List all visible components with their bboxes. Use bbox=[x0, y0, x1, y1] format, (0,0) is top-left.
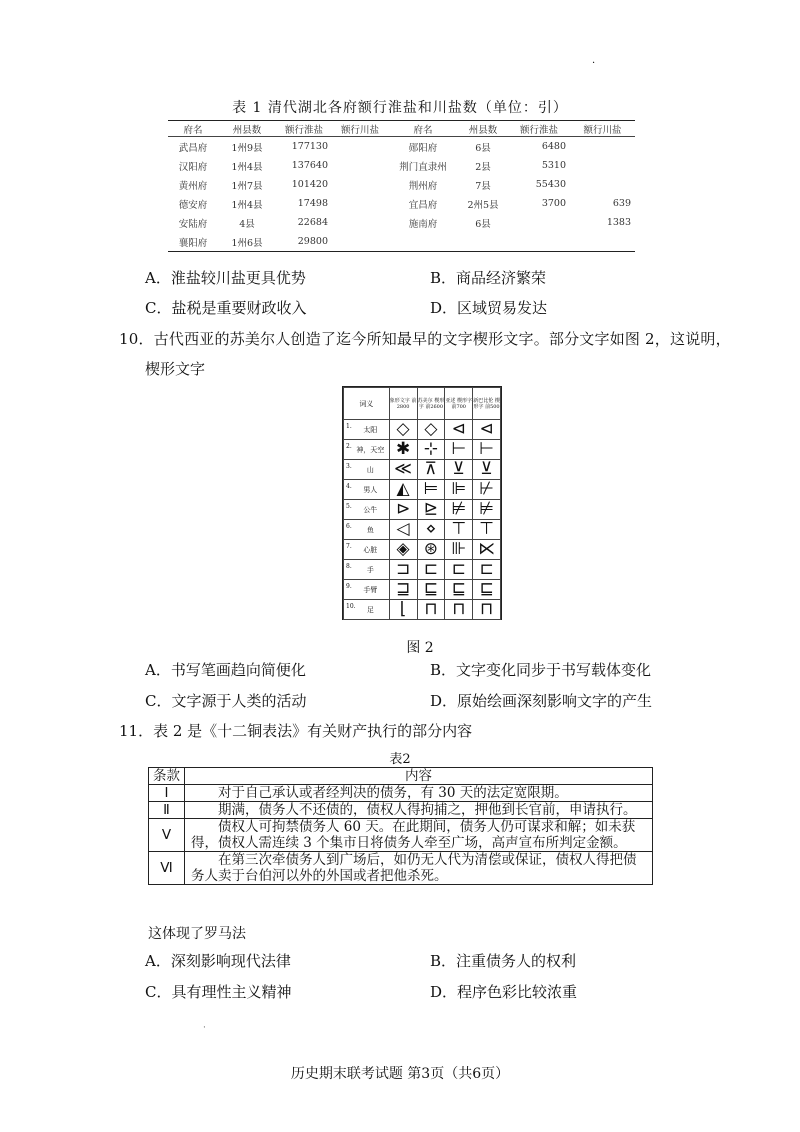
figure2-header-row bbox=[344, 388, 501, 420]
figure2-word: 男人 bbox=[363, 485, 378, 494]
q11-option-c: C．具有理性主义精神 bbox=[145, 983, 292, 1001]
table2-clause: Ⅴ bbox=[149, 819, 185, 852]
table1-header-cell: 府名 bbox=[388, 121, 458, 137]
table2-row bbox=[149, 852, 653, 885]
figure2-word: 太阳 bbox=[363, 425, 378, 434]
table1-cell bbox=[570, 232, 635, 252]
figure2-word: 手 bbox=[366, 565, 374, 574]
figure2-word: 鱼 bbox=[366, 525, 374, 534]
table1-cell: 2县 bbox=[475, 161, 491, 173]
figure2-word: 足 bbox=[366, 605, 374, 614]
figure2-glyph-icon: ⊐ bbox=[389, 560, 417, 580]
top-mark: · bbox=[592, 58, 596, 69]
table1-cell: 22684 bbox=[297, 217, 328, 228]
table1-cell: 101420 bbox=[291, 179, 328, 190]
figure2-header-cell: 词义 bbox=[344, 388, 390, 420]
table2-header-content: 内容 bbox=[185, 768, 653, 785]
q11-option-a: A．深刻影响现代法律 bbox=[145, 952, 291, 970]
table2-clause: Ⅱ bbox=[149, 802, 185, 819]
figure2-row bbox=[344, 460, 501, 480]
q11-option-d: D．程序色彩比较浓重 bbox=[430, 983, 578, 1001]
figure2-word-cell bbox=[344, 460, 390, 480]
figure2-glyph-icon: ⌊ bbox=[389, 600, 417, 620]
table2-row bbox=[149, 785, 653, 802]
figure2-word-cell bbox=[344, 540, 390, 560]
table1-cell bbox=[332, 194, 388, 213]
figure2-glyph-icon: ⊻ bbox=[473, 460, 501, 480]
table1-cell: 黄州府 bbox=[178, 180, 208, 192]
table1-cell: 6480 bbox=[541, 141, 566, 152]
table1-cell: 1州6县 bbox=[218, 232, 276, 252]
figure2-glyph-icon: ⊏ bbox=[417, 560, 445, 580]
table2-content: 期满，债务人不还债的，债权人得拘捕之，押他到长官前，申请执行。 bbox=[185, 802, 653, 819]
figure2-glyph-icon: ⊤ bbox=[473, 520, 501, 540]
table1-cell bbox=[458, 232, 508, 252]
figure2-glyph-icon: ⊲ bbox=[445, 420, 473, 440]
table1-cell bbox=[508, 232, 570, 252]
table1-cell: 29800 bbox=[276, 232, 332, 252]
q9-option-b: B．商品经济繁荣 bbox=[430, 269, 547, 287]
table2-row bbox=[149, 802, 653, 819]
figure2-glyph-icon: ⊓ bbox=[473, 600, 501, 620]
table1-cell: 施南府 bbox=[408, 218, 438, 230]
q10-stem-line2: 楔形文字 bbox=[145, 360, 206, 378]
table1-cell bbox=[570, 156, 635, 175]
figure2-row bbox=[344, 580, 501, 600]
figure2-caption: 图 2 bbox=[406, 640, 434, 656]
table1-cell: 1州9县 bbox=[231, 142, 263, 154]
table1-cell bbox=[508, 213, 570, 232]
figure2-glyph-icon: ◁ bbox=[389, 520, 417, 540]
table1-cell: 德安府 bbox=[178, 199, 208, 211]
figure2-header-cell: 新巴比伦 楔形字 前500 bbox=[473, 388, 501, 420]
table1-cell bbox=[570, 137, 635, 157]
table1-cell: 1州7县 bbox=[231, 180, 263, 192]
table1-cell: 郧阳府 bbox=[408, 142, 438, 154]
figure2-glyph-icon: ⋉ bbox=[473, 540, 501, 560]
table1-cell: 汉阳府 bbox=[178, 161, 208, 173]
figure2-glyph-icon: ⊒ bbox=[389, 580, 417, 600]
table1-row bbox=[168, 213, 635, 232]
figure2-glyph-icon: ⊹ bbox=[417, 440, 445, 460]
figure2-word: 神，天空 bbox=[356, 445, 385, 454]
table1-header-cell: 州县数 bbox=[218, 121, 276, 137]
q10-option-a: A．书写笔画趋向简便化 bbox=[145, 661, 306, 679]
figure2-cuneiform-table bbox=[342, 386, 502, 620]
figure2-row-number: 3. bbox=[346, 463, 352, 470]
table1-cell: 137640 bbox=[291, 160, 328, 171]
table1-row bbox=[168, 156, 635, 175]
table1-cell bbox=[332, 175, 388, 194]
figure2-header-cell: 亚述 楔形字 前700 bbox=[445, 388, 473, 420]
table1-cell: 荆州府 bbox=[408, 180, 438, 192]
table1-cell: 6县 bbox=[475, 218, 491, 230]
figure2-word-cell bbox=[344, 420, 390, 440]
figure2-glyph-icon: ⊢ bbox=[473, 440, 501, 460]
table1-cell: 6县 bbox=[475, 142, 491, 154]
figure2-glyph-icon: ⊻ bbox=[445, 460, 473, 480]
table1-cell bbox=[332, 232, 388, 252]
q9-option-c: C．盐税是重要财政收入 bbox=[145, 299, 307, 317]
figure2-glyph-icon: ⊑ bbox=[445, 580, 473, 600]
figure2-glyph-icon: ⊏ bbox=[473, 560, 501, 580]
table1-cell: 宜昌府 bbox=[408, 199, 438, 211]
table1-header-cell: 额行淮盐 bbox=[508, 121, 570, 137]
figure2-row-number: 4. bbox=[346, 483, 352, 490]
figure2-glyph-icon: ⊲ bbox=[473, 420, 501, 440]
figure2-glyph-icon: ⊑ bbox=[417, 580, 445, 600]
figure2-row-number: 2. bbox=[346, 443, 352, 450]
figure2-row bbox=[344, 540, 501, 560]
figure2-row bbox=[344, 520, 501, 540]
table1-row bbox=[168, 194, 635, 213]
table1-row bbox=[168, 175, 635, 194]
figure2-glyph-icon: ⊵ bbox=[417, 500, 445, 520]
table1-cell bbox=[332, 156, 388, 175]
q9-option-a: A．淮盐较川盐更具优势 bbox=[145, 269, 306, 287]
figure2-row-number: 1. bbox=[346, 423, 352, 430]
figure2-glyph-icon: ◇ bbox=[417, 420, 445, 440]
figure2-glyph-icon: ⊫ bbox=[445, 480, 473, 500]
figure2-word: 心脏 bbox=[363, 545, 378, 554]
figure2-glyph-icon: ⊨ bbox=[417, 480, 445, 500]
figure2-row bbox=[344, 500, 501, 520]
table1-cell: 1383 bbox=[606, 217, 631, 228]
figure2-glyph-icon: ⊼ bbox=[417, 460, 445, 480]
table1-cell: 177130 bbox=[291, 141, 328, 152]
q10-option-d: D．原始绘画深刻影响文字的产生 bbox=[430, 692, 653, 710]
figure2-glyph-icon: ⊤ bbox=[445, 520, 473, 540]
figure2-glyph-icon: ⊪ bbox=[445, 540, 473, 560]
table1-cell bbox=[388, 232, 458, 252]
table1-cell: 1州4县 bbox=[231, 161, 263, 173]
table1-cell: 17498 bbox=[297, 198, 328, 209]
q11-option-b: B．注重债务人的权利 bbox=[430, 952, 577, 970]
table2-content: 在第三次牵债务人到广场后，如仍无人代为清偿或保证，债权人得把债务人卖于台伯河以外的外国或者把他杀死。 bbox=[185, 852, 653, 885]
table1-cell: 荆门直隶州 bbox=[399, 161, 447, 173]
table1-cell: 3700 bbox=[541, 198, 566, 209]
figure2-word-cell bbox=[344, 440, 390, 460]
table2-row bbox=[149, 819, 653, 852]
figure2-glyph-icon: ⊑ bbox=[473, 580, 501, 600]
figure2-row bbox=[344, 600, 501, 620]
table2 bbox=[148, 767, 653, 885]
table1-cell bbox=[332, 137, 388, 157]
figure2-word-cell bbox=[344, 600, 390, 620]
table1-cell: 2州5县 bbox=[467, 199, 499, 211]
q11-stem-after: 这体现了罗马法 bbox=[148, 926, 246, 942]
table1-header-cell: 额行淮盐 bbox=[276, 121, 332, 137]
figure2-row-number: 9. bbox=[346, 583, 352, 590]
figure2-glyph-icon: ⊢ bbox=[445, 440, 473, 460]
table1-header-cell: 额行川盐 bbox=[332, 121, 388, 137]
q10-stem-line1: 10．古代西亚的苏美尔人创造了迄今所知最早的文字楔形文字。部分文字如图 2，这说明， bbox=[119, 330, 731, 348]
table2-caption: 表2 bbox=[389, 752, 411, 767]
table1-cell: 襄阳府 bbox=[168, 232, 218, 252]
table1-header-cell: 额行川盐 bbox=[570, 121, 635, 137]
figure2-glyph-icon: ◈ bbox=[389, 540, 417, 560]
table1-cell bbox=[570, 175, 635, 194]
table1-header-cell: 府名 bbox=[168, 121, 218, 137]
figure2-glyph-icon: ✱ bbox=[389, 440, 417, 460]
table1-cell: 安陆府 bbox=[178, 218, 208, 230]
figure2-row-number: 7. bbox=[346, 543, 352, 550]
figure2-word-cell bbox=[344, 500, 390, 520]
table1-cell: 1州4县 bbox=[231, 199, 263, 211]
figure2-word: 公牛 bbox=[363, 505, 378, 514]
figure2-glyph-icon: ⊏ bbox=[445, 560, 473, 580]
table2-content: 债权人可拘禁债务人 60 天。在此期间，债务人仍可谋求和解；如未获得，债权人需连续 3 个集市日将债务人牵至广场，高声宣布所判定金额。 bbox=[185, 819, 653, 852]
figure2-glyph-icon: ◭ bbox=[389, 480, 417, 500]
figure2-word-cell bbox=[344, 560, 390, 580]
table1-cell: 武昌府 bbox=[178, 142, 208, 154]
figure2-row bbox=[344, 420, 501, 440]
figure2-glyph-icon: ⊭ bbox=[445, 500, 473, 520]
table2-clause: Ⅰ bbox=[149, 785, 185, 802]
figure2-header-cell: 象形文字 前2800 bbox=[389, 388, 417, 420]
q11-stem: 11．表 2 是《十二铜表法》有关财产执行的部分内容 bbox=[119, 722, 473, 740]
table1-cell: 7县 bbox=[475, 180, 491, 192]
table1-cell: 639 bbox=[612, 198, 631, 209]
figure2-word-cell bbox=[344, 520, 390, 540]
figure2-row bbox=[344, 560, 501, 580]
figure2-row-number: 6. bbox=[346, 523, 352, 530]
figure2-row bbox=[344, 480, 501, 500]
table1-caption: 表 1 清代湖北各府额行淮盐和川盐数（单位：引） bbox=[232, 100, 568, 116]
page-footer: 历史期末联考试题 第3页（共6页） bbox=[290, 1066, 510, 1082]
table1 bbox=[168, 120, 635, 252]
figure2-word: 山 bbox=[366, 465, 374, 474]
table2-clause: Ⅵ bbox=[149, 852, 185, 885]
figure2-glyph-icon: ⊬ bbox=[473, 480, 501, 500]
figure2-word-cell bbox=[344, 480, 390, 500]
figure2-glyph-icon: ⊭ bbox=[473, 500, 501, 520]
figure2-glyph-icon: ⊛ bbox=[417, 540, 445, 560]
table1-cell: 55430 bbox=[535, 179, 566, 190]
table1-header-row bbox=[168, 121, 635, 137]
figure2-header-cell: 苏美尔 楔形字 前2600 bbox=[417, 388, 445, 420]
q10-option-b: B．文字变化同步于书写载体变化 bbox=[430, 661, 652, 679]
table2-header-row bbox=[149, 768, 653, 785]
table1-body bbox=[168, 137, 635, 252]
figure2-glyph-icon: ≪ bbox=[389, 460, 417, 480]
figure2-row bbox=[344, 440, 501, 460]
table1-header-cell: 州县数 bbox=[458, 121, 508, 137]
table1-cell: 5310 bbox=[541, 160, 566, 171]
figure2-glyph-icon: ◇ bbox=[389, 420, 417, 440]
table2-content: 对于自己承认或者经判决的债务，有 30 天的法定宽限期。 bbox=[185, 785, 653, 802]
figure2-row-number: 8. bbox=[346, 563, 352, 570]
table1-cell bbox=[332, 213, 388, 232]
figure2-glyph-icon: ⋄ bbox=[417, 520, 445, 540]
figure2-glyph-icon: ⊳ bbox=[389, 500, 417, 520]
figure2-word: 手臂 bbox=[363, 585, 378, 594]
table1-row bbox=[168, 137, 635, 157]
q9-option-d: D．区域贸易发达 bbox=[430, 299, 548, 317]
figure2-row-number: 5. bbox=[346, 503, 352, 510]
table1-row bbox=[168, 232, 635, 252]
figure2-glyph-icon: ⊓ bbox=[445, 600, 473, 620]
table2-header-clause: 条款 bbox=[149, 768, 185, 785]
table1-cell: 4县 bbox=[239, 218, 255, 230]
figure2-row-number: 10. bbox=[346, 603, 356, 610]
q10-option-c: C．文字源于人类的活动 bbox=[145, 692, 307, 710]
figure2-glyph-icon: ⊓ bbox=[417, 600, 445, 620]
figure2-word-cell bbox=[344, 580, 390, 600]
